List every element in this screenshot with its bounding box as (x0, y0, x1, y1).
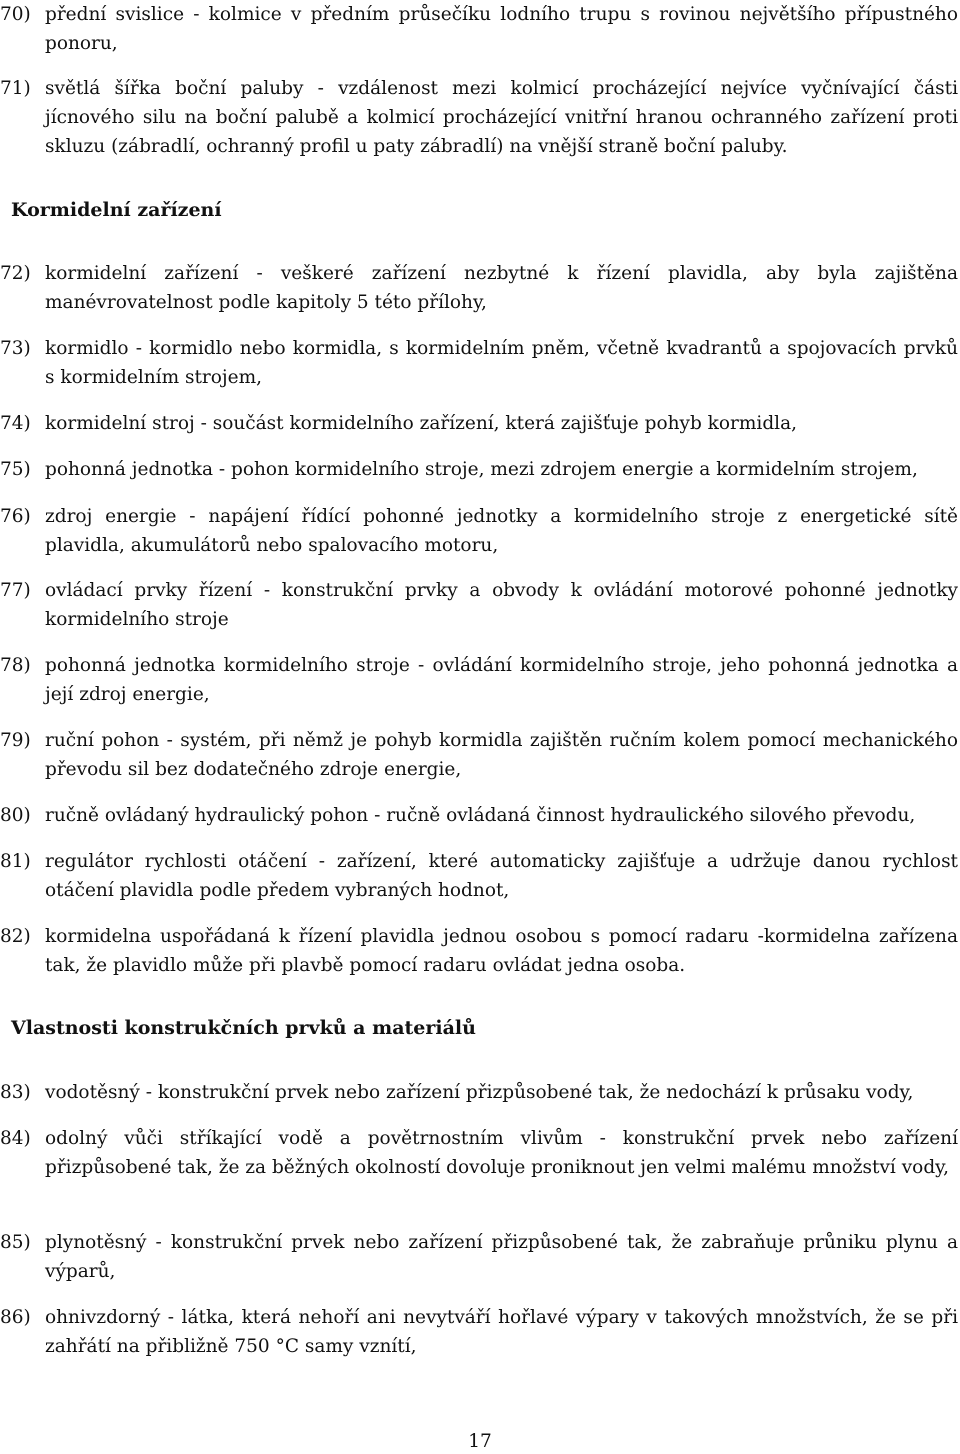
section-heading-vlastnosti: Vlastnosti konstrukčních prvků a materiálů (11, 1017, 476, 1039)
item-text: kormidelna uspořádaná k řízení plavidla jednou osobou s pomocí radaru -kormidelna zařízena tak, že plavidlo může při plavbě pomocí radaru ovládat jedna osoba. (45, 926, 958, 976)
definition-item-84 (0, 1124, 958, 1182)
page-number: 17 (468, 1431, 492, 1452)
item-number: 83) (0, 1082, 31, 1103)
definition-item-82 (0, 922, 958, 980)
item-text: ovládací prvky řízení - konstrukční prvky a obvody k ovládání motorové pohonné jednotky kormidelního stroje (45, 580, 958, 630)
item-number: 72) (0, 263, 31, 284)
item-number: 74) (0, 413, 31, 434)
item-number: 79) (0, 730, 31, 751)
item-text: regulátor rychlosti otáčení - zařízení, které automaticky zajišťuje a udržuje danou rychlost otáčení plavidla podle předem vybraných hodnot, (45, 851, 958, 901)
definition-item-75 (0, 455, 958, 484)
item-text: ručně ovládaný hydraulický pohon - ručně ovládaná činnost hydraulického silového převodu, (45, 805, 916, 826)
definition-item-76 (0, 502, 958, 560)
item-number: 86) (0, 1307, 31, 1328)
item-text: vodotěsný - konstrukční prvek nebo zařízení přizpůsobené tak, že nedochází k průsaku vody, (45, 1082, 914, 1103)
definition-item-71 (0, 74, 958, 161)
item-number: 70) (0, 4, 31, 25)
item-number: 76) (0, 506, 31, 527)
item-text: zdroj energie - napájení řídící pohonné jednotky a kormidelního stroje z energetické sítě plavidla, akumulátorů nebo spalovacího motoru, (45, 506, 958, 556)
item-text: plynotěsný - konstrukční prvek nebo zařízení přizpůsobené tak, že zabraňuje průniku plynu a výparů, (45, 1232, 958, 1282)
item-text: kormidelní zařízení - veškeré zařízení nezbytné k řízení plavidla, aby byla zajištěna manévrovatelnost podle kapitoly 5 této přílohy, (45, 263, 958, 313)
item-text: ohnivzdorný - látka, která nehoří ani nevytváří hořlavé výpary v takových množstvích, že se při zahřátí na přibližně 750 °C samy vznítí, (45, 1307, 958, 1357)
item-text: kormidlo - kormidlo nebo kormidla, s kormidelním pněm, včetně kvadrantů a spojovacích prvků s kormidelním strojem, (45, 338, 958, 388)
item-text: pohonná jednotka - pohon kormidelního stroje, mezi zdrojem energie a kormidelním strojem, (45, 459, 918, 480)
item-number: 81) (0, 851, 31, 872)
item-number: 84) (0, 1128, 31, 1149)
item-number: 80) (0, 805, 31, 826)
section-heading-kormidelni-zarizeni: Kormidelní zařízení (11, 199, 222, 221)
item-text: odolný vůči stříkající vodě a povětrnostním vlivům - konstrukční prvek nebo zařízení přizpůsobené tak, že za běžných okolností dovoluje proniknout jen velmi malému množství vody, (45, 1128, 958, 1178)
definition-item-80 (0, 801, 958, 830)
definition-item-81 (0, 847, 958, 905)
item-number: 85) (0, 1232, 31, 1253)
item-text: světlá šířka boční paluby - vzdálenost mezi kolmicí procházející nejvíce vyčnívající části jícnového silu na boční palubě a kolmicí procházející vnitřní hranou ochranného zařízení proti skluzu (zábradlí, ochranný profil u paty zábradlí) na vnější straně boční paluby. (45, 78, 958, 157)
definition-item-72 (0, 259, 958, 317)
item-text: přední svislice - kolmice v předním průsečíku lodního trupu s rovinou největšího přípustného ponoru, (45, 4, 958, 54)
item-text: pohonná jednotka kormidelního stroje - ovládání kormidelního stroje, jeho pohonná jednotka a její zdroj energie, (45, 655, 958, 705)
item-text: ruční pohon - systém, při němž je pohyb kormidla zajištěn ručním kolem pomocí mechanického převodu sil bez dodatečného zdroje energie, (45, 730, 958, 780)
definition-item-73 (0, 334, 958, 392)
definition-item-77 (0, 576, 958, 634)
item-number: 78) (0, 655, 31, 676)
definition-item-85 (0, 1228, 958, 1286)
definition-item-86 (0, 1303, 958, 1361)
definition-item-74 (0, 409, 958, 438)
definition-item-83 (0, 1078, 958, 1107)
item-number: 77) (0, 580, 31, 601)
definition-item-70 (0, 0, 958, 58)
item-number: 71) (0, 78, 31, 99)
item-number: 73) (0, 338, 31, 359)
item-text: kormidelní stroj - součást kormidelního zařízení, která zajišťuje pohyb kormidla, (45, 413, 797, 434)
item-number: 75) (0, 459, 31, 480)
definition-item-79 (0, 726, 958, 784)
definition-item-78 (0, 651, 958, 709)
item-number: 82) (0, 926, 31, 947)
